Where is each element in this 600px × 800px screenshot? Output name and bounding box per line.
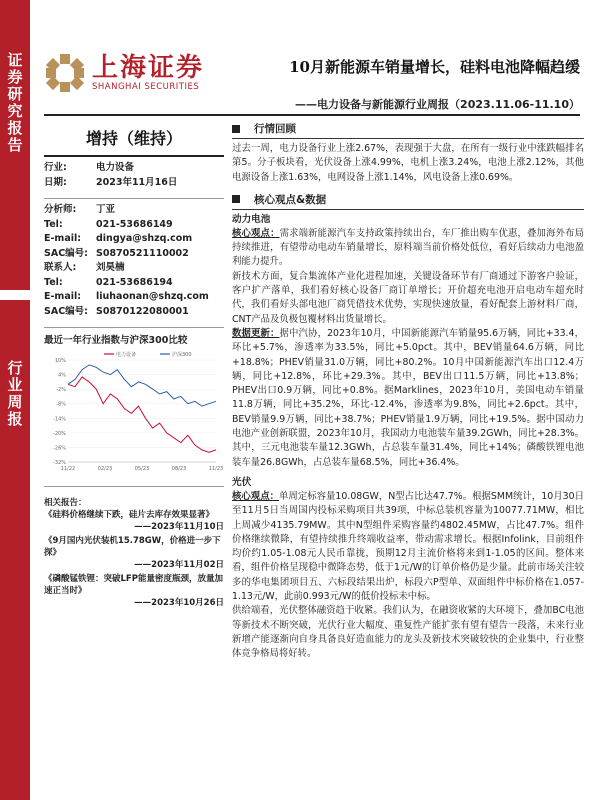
analyst-sac: S0870521110002 xyxy=(96,247,189,259)
chart-svg xyxy=(44,350,224,478)
sidebar-top-block xyxy=(0,0,30,290)
pv-heading: 光伏 xyxy=(232,476,252,488)
industry-label: 行业: xyxy=(44,162,67,173)
related-reports xyxy=(44,497,224,609)
rating: 增持（维持） xyxy=(85,129,182,148)
chart-legend-label: 沪深300 xyxy=(172,352,192,358)
chart-x-tick-label: 11/23 xyxy=(208,466,224,472)
bullet-square-icon xyxy=(232,125,240,133)
pv-view-paragraph xyxy=(232,490,584,604)
chart-y-tick-label: -32% xyxy=(53,460,66,466)
sac-label: SAC编号: xyxy=(44,247,88,259)
ev-view-label: 核心观点： xyxy=(232,227,280,239)
chart-series-line xyxy=(68,365,216,406)
analyst-email-row xyxy=(44,232,224,247)
tel-label: Tel: xyxy=(44,276,63,288)
chart-x-tick-label: 05/23 xyxy=(134,466,150,472)
chart-y-tick-label: 4% xyxy=(58,372,66,379)
bullet-square-icon xyxy=(232,195,240,203)
sac-label: SAC编号: xyxy=(44,305,88,317)
chart-legend-label: 电力设备 xyxy=(116,352,137,358)
industry-value: 电力设备 xyxy=(96,162,135,173)
sidebar xyxy=(0,0,30,800)
section-core-head xyxy=(232,189,584,210)
contact-role-label: 联系人: xyxy=(44,262,77,273)
sidebar-bottom-block xyxy=(0,300,30,800)
related-date: ——2023年11月10日 xyxy=(134,522,224,532)
ev-data-text: 据中汽协，2023年10月，中国新能源汽车销量95.6万辆，同比+33.4，环比+5.7%，渗透率为33.5%，同比+5.0pct。其中，BEV销量64.6万辆，同比+18.8%；PHEV销量31.0万辆，同比+80.2%。10月中国新能源汽车出口12.4万辆，同比+12.8%，环比+29.3%。其中，BEV出口11.5万辆，同比+13.8%；PHEV出口0.9万辆，同比+0.8%。据Marklines，2023年10月，美国电动车销量11.8万辆，同比+35.2%，环比-12.4%，渗透率为9.8%，同比+2.6pct。其中，BEV销量9.9万辆，同比+38.7%；PHEV销量1.9万辆，同比+19.5%。据中国动力电池产业创新联盟，2023年10月，我国动力电池装车量39.2GWh，同比+28.3%。其中，三元电池装车量12.3GWh，占总装车量31.4%，同比+14%；磷酸铁锂电池装车量26.8GWh，占总装车量68.5%，同比+36.4%。 xyxy=(232,327,584,468)
sidebar-top-label: 证券研究报告 xyxy=(5,52,24,154)
analyst-row xyxy=(44,203,224,218)
ev-data-paragraph xyxy=(232,327,584,470)
date-label: 日期: xyxy=(44,176,67,188)
brand-name-en: SHANGHAI SECURITIES xyxy=(92,81,200,92)
pv-view-label: 核心观点： xyxy=(232,490,280,502)
analyst-email[interactable]: dingya@shzq.com xyxy=(96,233,193,244)
index-chart xyxy=(44,350,224,478)
chart-divider xyxy=(44,327,224,328)
analyst-tel-row xyxy=(44,218,224,233)
analyst-name: 丁亚 xyxy=(96,204,116,215)
email-label: E-mail: xyxy=(44,291,82,302)
review-paragraph: 过去一周，电力设备行业上涨2.67%，表现强于大盘，在所有一级行业中涨跌幅排名第5。分子板块看，光伏设备上涨4.99%，电机上涨3.24%，电池上涨2.12%，其他电源设备上涨1.63%，电网设备上涨1.14%，风电设备上涨0.69%。 xyxy=(232,143,584,183)
report-title: 10月新能源车销量增长，硅料电池降幅趋缓 xyxy=(289,58,580,76)
pv-view-text: 单周定标容量10.08GW，N型占比达47.7%。根据SMM统计，10月30日至11月5日当周国内投标采购项目共39项，中标总装机容量为10077.71MW，相比上周减少4135.79MW。其中N型组件采购容量约4802.45MW，占比47.7%。组件价格继续微降，有望持续推升终端收益率，带动需求增长。根据Infolink，目前组件均价约1.05-1.08元人民币靠拢，预期12月主流价格将来到1-1.05的区间。整体来看，组件价格呈现稳中微降态势，低于1元/W的订单价格仍是少量。此前市场关注较多的华电集团项目五、六标段结果出炉，标段六P型单、双面组件中标价格在1.057-1.13元/W，此前0.993元/W的低价投标未中标。 xyxy=(232,490,584,603)
related-date: ——2023年10月26日 xyxy=(134,598,224,608)
chart-y-tick-label: -20% xyxy=(53,430,66,437)
related-date: ——2023年11月02日 xyxy=(134,560,224,570)
brand-logo-icon xyxy=(44,52,86,94)
chart-y-tick-label: -14% xyxy=(53,416,66,423)
main-column xyxy=(232,118,584,662)
related-head: 相关报告： xyxy=(44,498,87,508)
chart-y-tick-label: 10% xyxy=(54,358,66,364)
analyst-tel: 021-53686149 xyxy=(96,218,173,230)
chart-title: 最近一年行业指数与沪深300比较 xyxy=(44,335,188,346)
report-subtitle: ——电力设备与新能源行业周报（2023.11.06-11.10） xyxy=(295,98,580,111)
pv-supply-paragraph: 供给端看，光伏整体融资趋于收紧。我们认为，在融资收紧的大环境下，叠加BC电池等新技术不断突破，光伏行业大幅度、重复性产能扩张有望有望告一段落，未来行业新增产能逐渐向自身具备良好造血能力的龙头及新技术突破较快的企业集中，行业整体竞争格局将好转。 xyxy=(232,605,584,660)
sidebar-bottom-label: 行业周报 xyxy=(5,360,24,428)
section-core-title: 核心观点&数据 xyxy=(254,193,327,206)
contact-email-row xyxy=(44,290,224,305)
contact-sac-row xyxy=(44,305,224,320)
ev-view-text: 需求端新能源汽车支持政策持续出台，车厂推出购车优惠，叠加海外布局持续推进，有望带动电动车销量增长，原料端当前价格处低位，看好后续动力电池盈利能力提升。 xyxy=(232,227,584,268)
chart-x-tick-label: 02/23 xyxy=(97,466,113,472)
section-review-title: 行情回顾 xyxy=(254,123,296,135)
section-review-head xyxy=(232,118,584,139)
ev-view-paragraph xyxy=(232,227,584,270)
meta-divider xyxy=(44,198,224,199)
email-label: E-mail: xyxy=(44,233,82,244)
analyst-role-label: 分析师: xyxy=(44,204,77,215)
brand-name-cn: 上海证券 xyxy=(92,52,205,83)
analyst-sac-row xyxy=(44,247,224,262)
related-item[interactable]: 《硅料价格继续下跌，硅片去库存效果显著》 xyxy=(44,510,215,520)
header-rule xyxy=(44,114,580,116)
ev-tech-paragraph: 新技术方面，复合集流体产业化进程加速，关键设备环节有厂商通过下游客户验证，客户扩产落单，我们看好核心设备厂商订单增长；开价超充电池开启电动车超充时代，我们看好头部电池厂商凭借技术优势，实现快速放量，看好配套上游材料厂商，CNT产品及负极包覆材料出货量增长。 xyxy=(232,270,584,325)
chart-series-line xyxy=(68,377,216,452)
rating-rule xyxy=(44,155,224,157)
related-divider xyxy=(44,486,224,487)
contact-tel: 021-53686194 xyxy=(96,276,173,288)
chart-y-tick-label: -2% xyxy=(56,387,66,394)
date-value: 2023年11月16日 xyxy=(96,176,178,188)
contact-tel-row xyxy=(44,276,224,291)
contact-name: 刘昊楠 xyxy=(96,262,125,273)
analyst-block xyxy=(44,203,224,319)
chart-y-tick-label: -8% xyxy=(56,401,66,408)
contact-sac: S0870122080001 xyxy=(96,305,189,317)
industry-row xyxy=(44,161,224,176)
tel-label: Tel: xyxy=(44,218,63,230)
chart-x-tick-label: 11/22 xyxy=(60,466,76,472)
chart-y-tick-label: -26% xyxy=(53,445,66,452)
date-row xyxy=(44,176,224,191)
brand-logo xyxy=(44,52,204,94)
related-item[interactable]: 《磷酸锰铁锂：突破LFP能量密度瓶颈，放量加速正当时》 xyxy=(44,574,223,596)
ev-heading: 动力电池 xyxy=(232,213,271,225)
chart-x-tick-label: 08/23 xyxy=(171,466,187,472)
left-column xyxy=(44,118,224,611)
related-item[interactable]: 《9月国内光伏装机15.78GW，价格进一步下探》 xyxy=(44,536,221,558)
contact-email[interactable]: liuhaonan@shzq.com xyxy=(96,291,209,302)
contact-row xyxy=(44,261,224,276)
ev-data-label: 数据更新： xyxy=(232,327,280,339)
